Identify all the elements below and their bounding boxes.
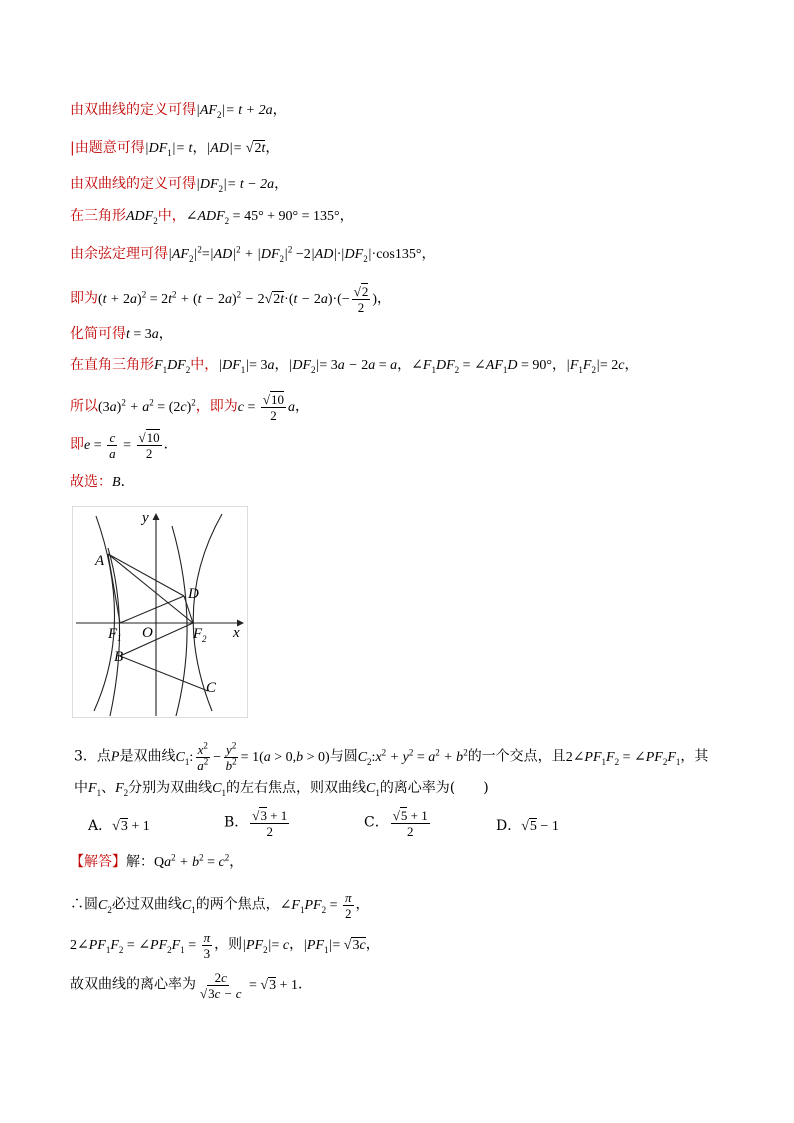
solution-line-2: |由题意可得$|DF_1|= t$，|AD|= √2t， [70,140,280,158]
segment-F1D [120,596,184,623]
y-axis-arrow [153,513,160,520]
hyperbola-diagram [72,506,248,718]
option-C[interactable]: C． $\frac{√5 + 1}{2}$ [364,808,428,839]
segment-AD [108,554,184,596]
solution-line-4: 在三角形$ADF_2$中，$\angle ADF_2 = 45^\circ + 90^\circ = 135^\circ$， [70,208,354,226]
answer3-line-4: 故双曲线的离心率为 $\frac{2c}{√3c - c}$ = √3 + 1． [70,970,312,1001]
solution-line-5: 由余弦定理可得$|AF_2|^2=|AD|^2 + |DF_2|^2 -2|AD|\cdot|DF_2|\cdot\cos 135^\circ$， [70,244,436,264]
option-D[interactable]: D．√5 − 1 [496,818,559,834]
label-C: C [206,680,217,696]
solution-line-9: 所以$(3a)^2 + a^2 = (2c)^2$，即为c = $\frac{√10}{2}$ a， [70,392,310,423]
label-B: B [114,649,124,665]
question3-line-1: 3．点P是双曲线$C_1$: $\frac{x^2}{a^2}$ − $\frac{y^2}{b^2}$ = 1(a > 0,b > 0)与圆$C_2:x^2 + y^2 = a^2 + b^2$的一个交点，且$2\angle PF_1F_2$ = $\angle PF_2F_1$，其 [74,740,709,773]
solution-line-8: 在直角三角形$F_1DF_2$中，$|DF_1|= 3a$，$|DF_2|= 3a - 2a = a$，$\angle F_1DF_2$ = $\angle AF_1D = 90^\circ$，$|F_1F_2|= 2c$， [70,357,639,375]
solution-line-3: 由双曲线的定义可得$|DF_2|= t - 2a$， [70,176,289,194]
segment-BC [120,656,208,691]
label-F1-sub: 1 [117,633,122,643]
label-x: x [233,625,240,641]
label-A: A [95,553,105,569]
solution-line-6: 即为$(t + 2a)^2 = 2t^2 + (t - 2a)^2 - 2√2t\cdot(t - 2a)\cdot(-$ $\frac{√2}{2}$ )， [70,284,392,315]
label-O: O [142,625,153,641]
question3-line-2: 中$F_1$、$F_2$分别为双曲线$C_1$的左右焦点，则双曲线$C_1$的离心率为( ) [74,780,489,798]
answer3-line-1: 【解答】解：$Qa^2 + b^2 = c^2$， [70,852,244,870]
answer3-line-3: $2\angle PF_1F_2$ = $\angle PF_2F_1$ = $\frac{\pi}{3}$ ，则$|PF_2|= c$，$|PF_1|= √3c$， [70,930,380,961]
hyperbola-figure [72,506,248,718]
outer-left-curve [94,516,115,711]
label-D: D [188,586,199,602]
label-F2: F [193,626,203,642]
figure-frame [73,507,248,718]
option-B[interactable]: B． $\frac{√3 + 1}{2}$ [224,808,288,839]
solution-line-7: 化简可得t = 3a， [70,326,173,342]
option-A[interactable]: A．√3 + 1 [88,818,150,834]
label-y: y [142,510,149,526]
label-F2-sub: 2 [202,634,207,644]
answer3-line-2: ∴圆$C_2$必过双曲线$C_1$的两个焦点，$\angle F_1PF_2$ = $\frac{\pi}{2}$ ， [70,890,370,921]
hyperbola-right-branch [172,526,187,716]
segment-AF2 [108,554,193,623]
solution-line-11: 故选：B． [70,474,135,490]
solution-line-10: 即e = $\frac{c}{a}$ = $\frac{√10}{2}$ ． [70,430,178,461]
solution-line-1: 由双曲线的定义可得$|AF_2|= t + 2a$， [70,102,287,120]
label-F1: F [108,626,118,642]
